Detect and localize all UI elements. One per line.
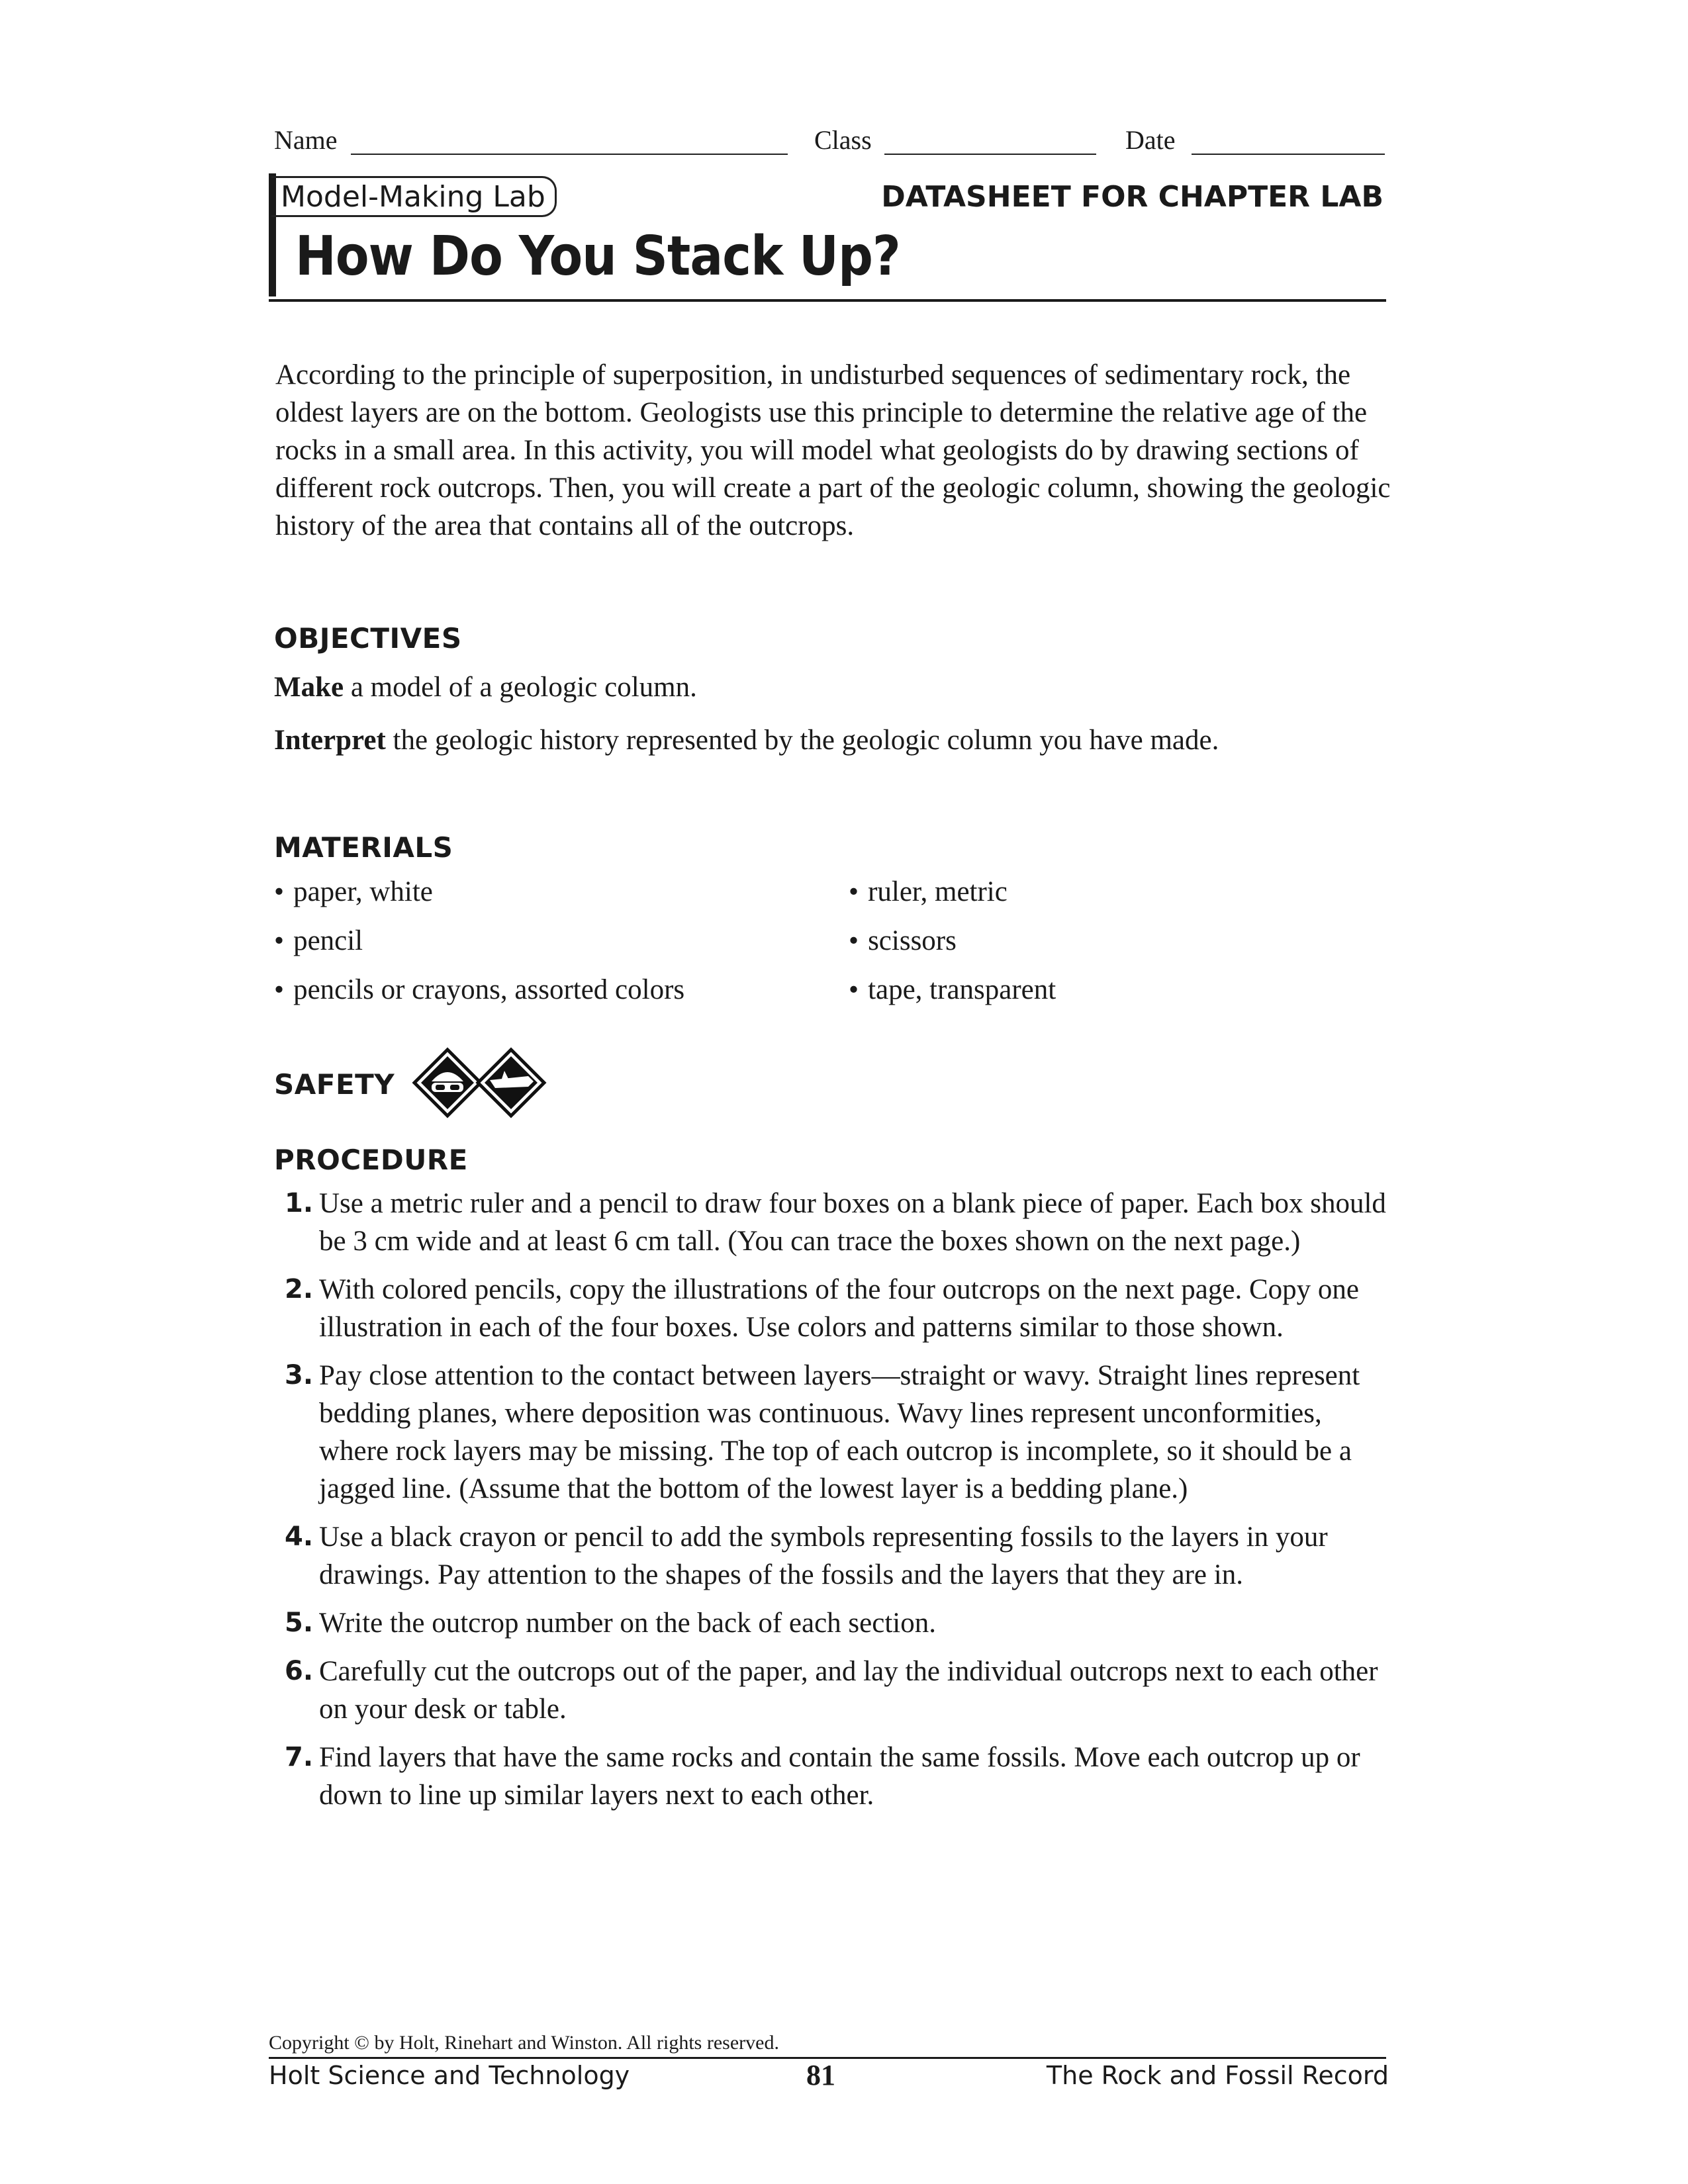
step-text: Pay close attention to the contact between layers—straight or wavy. Straight lines represent bedding planes, where deposition was continuous. Wavy lines represent unconformities, where rock layers may be missing. The top of each outcrop is incomplete, so it should be a jagged line. (Assume that the bottom of the lowest layer is a bedding plane.) xyxy=(319,1360,1360,1504)
title-divider xyxy=(269,299,1386,302)
step-number: 6. xyxy=(285,1656,314,1686)
procedure-step xyxy=(285,1739,1397,1814)
class-label: Class xyxy=(814,125,872,155)
copyright-notice: Copyright © by Holt, Rinehart and Winston. All rights reserved. xyxy=(269,2032,779,2054)
procedure-step xyxy=(285,1518,1397,1594)
procedure-step xyxy=(285,1271,1397,1346)
objective-verb: Interpret xyxy=(274,725,386,756)
class-field[interactable] xyxy=(884,154,1096,155)
date-field[interactable] xyxy=(1192,154,1385,155)
hand-safety-icon xyxy=(478,1050,544,1116)
datasheet-label: DATASHEET FOR CHAPTER LAB xyxy=(881,180,1383,214)
procedure-step xyxy=(285,1653,1397,1728)
objective-item xyxy=(274,668,1399,706)
date-label: Date xyxy=(1125,125,1176,155)
lab-type-label: Model-Making Lab xyxy=(271,176,557,217)
material-item: • tape, transparent xyxy=(849,972,1056,1021)
page-title: How Do You Stack Up? xyxy=(295,225,900,288)
step-text: Use a black crayon or pencil to add the symbols representing fossils to the layers in your drawings. Pay attention to the shapes of the fossils and the layers that they are in. xyxy=(319,1522,1328,1590)
material-item: • pencils or crayons, assorted colors xyxy=(274,972,684,1021)
material-item: • paper, white xyxy=(274,874,684,923)
step-number: 5. xyxy=(285,1608,314,1638)
objective-text: the geologic history represented by the geologic column you have made. xyxy=(385,725,1219,756)
step-text: Carefully cut the outcrops out of the paper, and lay the individual outcrops next to each other on your desk or table. xyxy=(319,1656,1378,1725)
objective-item xyxy=(274,721,1399,759)
safety-icons xyxy=(412,1047,547,1118)
step-number: 4. xyxy=(285,1522,314,1552)
procedure-step xyxy=(285,1604,1397,1642)
objectives-heading: OBJECTIVES xyxy=(274,622,462,655)
safety-heading: SAFETY xyxy=(274,1068,395,1101)
footer-publisher: Holt Science and Technology xyxy=(269,2061,630,2090)
objective-verb: Make xyxy=(274,672,344,703)
footer-book-title: The Rock and Fossil Record xyxy=(1046,2061,1389,2090)
material-item: • scissors xyxy=(849,923,1056,972)
procedure-heading: PROCEDURE xyxy=(274,1144,468,1176)
procedure-step xyxy=(285,1185,1397,1260)
objective-text: a model of a geologic column. xyxy=(344,672,697,703)
materials-heading: MATERIALS xyxy=(274,831,453,864)
page-number: 81 xyxy=(806,2059,835,2091)
step-text: With colored pencils, copy the illustrations of the four outcrops on the next page. Copy one illustration in each of the four boxes. Use colors and patterns similar to those shown. xyxy=(319,1274,1359,1343)
name-label: Name xyxy=(274,125,338,155)
step-number: 3. xyxy=(285,1360,314,1390)
procedure-list xyxy=(285,1185,1397,1825)
step-number: 2. xyxy=(285,1274,314,1304)
material-item: • pencil xyxy=(274,923,684,972)
material-item: • ruler, metric xyxy=(849,874,1056,923)
step-text: Write the outcrop number on the back of each section. xyxy=(319,1608,936,1639)
eye-protection-icon xyxy=(414,1050,481,1116)
step-number: 7. xyxy=(285,1742,314,1772)
materials-list-left xyxy=(274,874,684,1021)
materials-list-right xyxy=(849,874,1056,1021)
procedure-step xyxy=(285,1357,1397,1508)
step-text: Find layers that have the same rocks and contain the same fossils. Move each outcrop up or down to line up similar layers next to each other. xyxy=(319,1742,1360,1811)
step-number: 1. xyxy=(285,1188,314,1218)
step-text: Use a metric ruler and a pencil to draw four boxes on a blank piece of paper. Each box should be 3 cm wide and at least 6 cm tall. (You can trace the boxes shown on the next page.) xyxy=(319,1188,1386,1257)
name-field[interactable] xyxy=(351,154,788,155)
intro-paragraph: According to the principle of superposition, in undisturbed sequences of sedimentary rock, the oldest layers are on the bottom. Geologists use this principle to determine the relative age of the rocks in a small area. In this activity, you will model what geologists do by drawing sections of different rock outcrops. Then, you will create a part of the geologic column, showing the geologic history of the area that contains all of the outcrops. xyxy=(275,359,1391,541)
